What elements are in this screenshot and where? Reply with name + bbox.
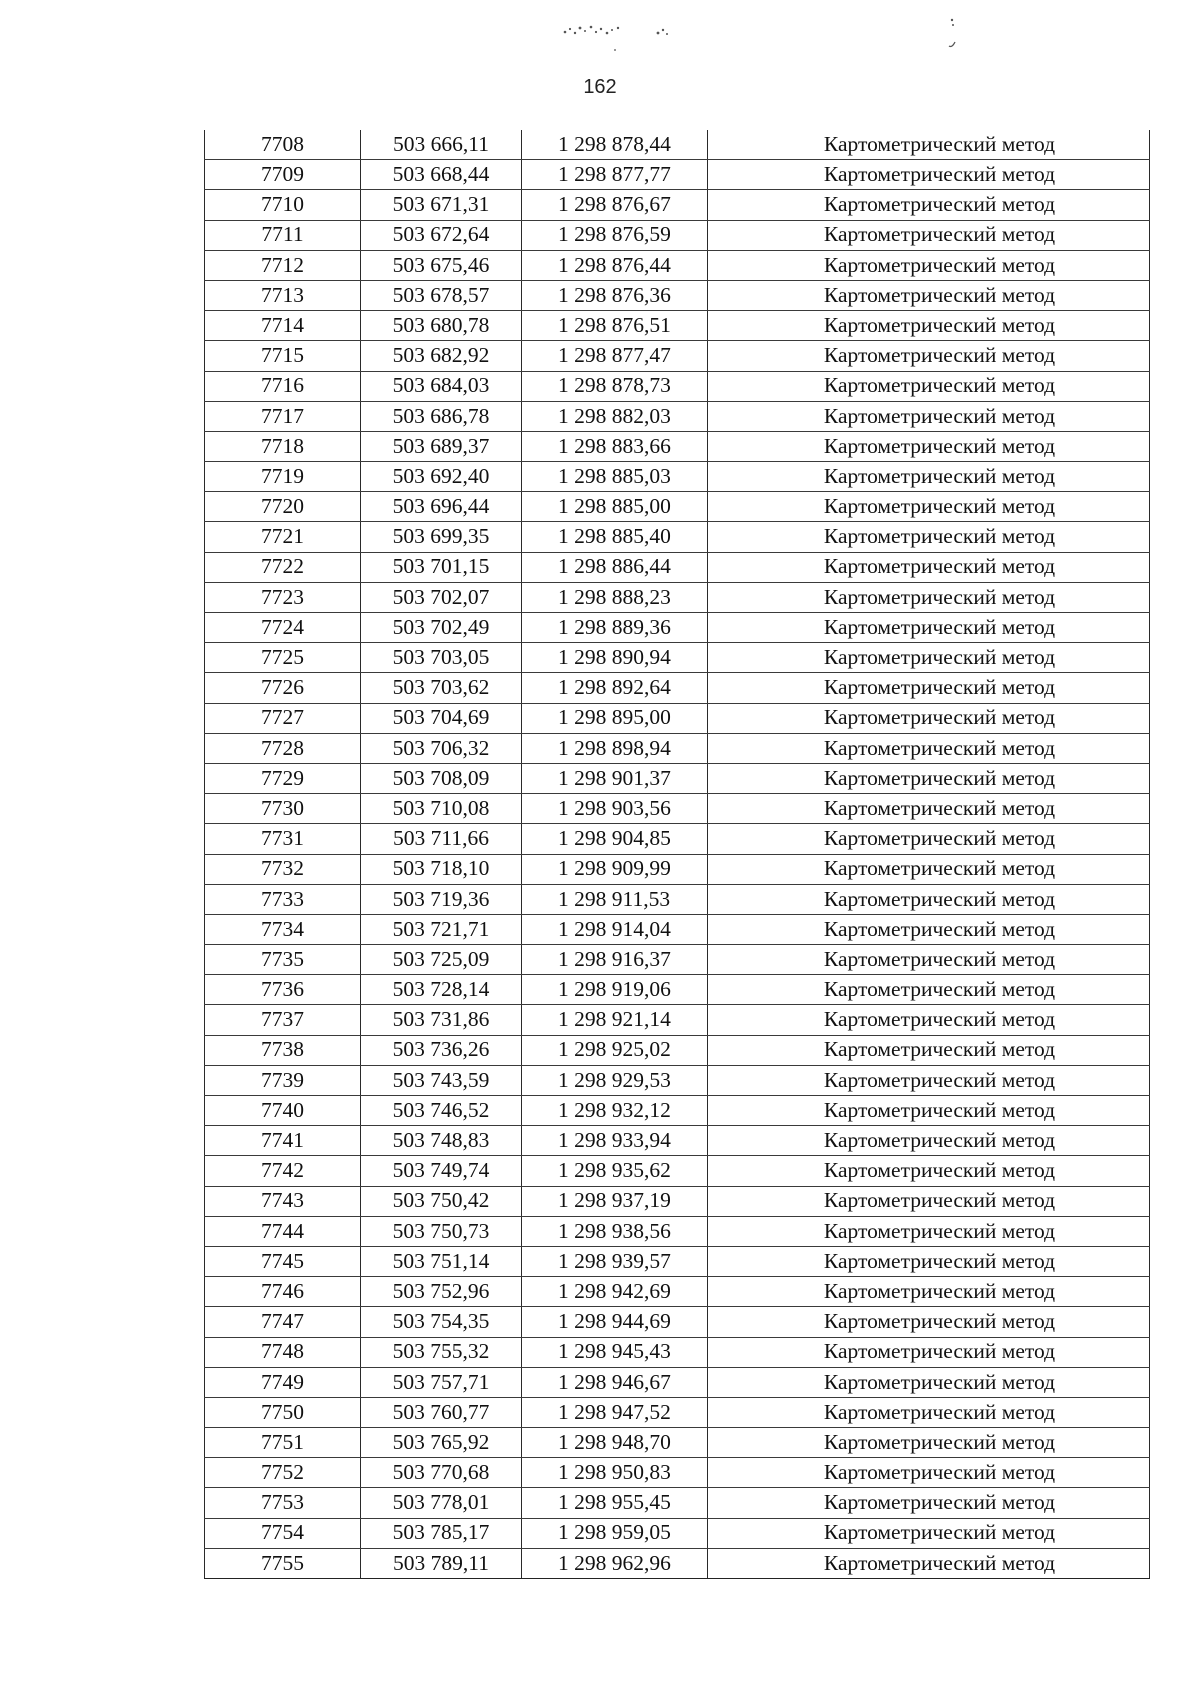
table-row [205,794,1150,824]
method-cell: Картометрический метод [708,1005,1150,1035]
y-coordinate-cell: 1 298 916,37 [522,945,708,975]
table-row [205,673,1150,703]
method-cell: Картометрический метод [708,673,1150,703]
method-cell: Картометрический метод [708,733,1150,763]
table-row [205,522,1150,552]
point-number-cell: 7723 [205,582,361,612]
method-cell: Картометрический метод [708,130,1150,160]
table-row [205,552,1150,582]
y-coordinate-cell: 1 298 938,56 [522,1216,708,1246]
point-number-cell: 7735 [205,945,361,975]
table-row [205,733,1150,763]
method-cell: Картометрический метод [708,1307,1150,1337]
y-coordinate-cell: 1 298 889,36 [522,613,708,643]
y-coordinate-cell: 1 298 942,69 [522,1277,708,1307]
x-coordinate-cell: 503 748,83 [361,1126,522,1156]
method-cell: Картометрический метод [708,1367,1150,1397]
table-row [205,220,1150,250]
table-row [205,130,1150,160]
point-number-cell: 7742 [205,1156,361,1186]
method-cell: Картометрический метод [708,884,1150,914]
x-coordinate-cell: 503 789,11 [361,1548,522,1578]
table-row [205,1186,1150,1216]
table-row [205,643,1150,673]
method-cell: Картометрический метод [708,522,1150,552]
x-coordinate-cell: 503 746,52 [361,1096,522,1126]
x-coordinate-cell: 503 692,40 [361,462,522,492]
method-cell: Картометрический метод [708,1246,1150,1276]
method-cell: Картометрический метод [708,160,1150,190]
table-row [205,582,1150,612]
x-coordinate-cell: 503 672,64 [361,220,522,250]
point-number-cell: 7730 [205,794,361,824]
method-cell: Картометрический метод [708,1186,1150,1216]
method-cell: Картометрический метод [708,1337,1150,1367]
table-row [205,190,1150,220]
point-number-cell: 7755 [205,1548,361,1578]
y-coordinate-cell: 1 298 933,94 [522,1126,708,1156]
table-row [205,311,1150,341]
x-coordinate-cell: 503 757,71 [361,1367,522,1397]
method-cell: Картометрический метод [708,1428,1150,1458]
method-cell: Картометрический метод [708,1126,1150,1156]
x-coordinate-cell: 503 770,68 [361,1458,522,1488]
table-row [205,1126,1150,1156]
method-cell: Картометрический метод [708,1518,1150,1548]
table-row [205,1156,1150,1186]
table-row [205,1246,1150,1276]
x-coordinate-cell: 503 684,03 [361,371,522,401]
x-coordinate-cell: 503 668,44 [361,160,522,190]
point-number-cell: 7753 [205,1488,361,1518]
method-cell: Картометрический метод [708,643,1150,673]
y-coordinate-cell: 1 298 919,06 [522,975,708,1005]
method-cell: Картометрический метод [708,371,1150,401]
x-coordinate-cell: 503 750,73 [361,1216,522,1246]
x-coordinate-cell: 503 754,35 [361,1307,522,1337]
method-cell: Картометрический метод [708,945,1150,975]
x-coordinate-cell: 503 731,86 [361,1005,522,1035]
table-row [205,401,1150,431]
table-row [205,1005,1150,1035]
table-row [205,462,1150,492]
point-number-cell: 7712 [205,250,361,280]
method-cell: Картометрический метод [708,794,1150,824]
x-coordinate-cell: 503 699,35 [361,522,522,552]
y-coordinate-cell: 1 298 898,94 [522,733,708,763]
table-row [205,613,1150,643]
x-coordinate-cell: 503 719,36 [361,884,522,914]
y-coordinate-cell: 1 298 932,12 [522,1096,708,1126]
x-coordinate-cell: 503 706,32 [361,733,522,763]
y-coordinate-cell: 1 298 944,69 [522,1307,708,1337]
y-coordinate-cell: 1 298 937,19 [522,1186,708,1216]
point-number-cell: 7717 [205,401,361,431]
method-cell: Картометрический метод [708,613,1150,643]
scan-specks [560,12,980,52]
table-row [205,763,1150,793]
x-coordinate-cell: 503 701,15 [361,552,522,582]
y-coordinate-cell: 1 298 885,40 [522,522,708,552]
x-coordinate-cell: 503 708,09 [361,763,522,793]
page-number: 162 [583,76,617,98]
method-cell: Картометрический метод [708,220,1150,250]
x-coordinate-cell: 503 666,11 [361,130,522,160]
y-coordinate-cell: 1 298 929,53 [522,1065,708,1095]
point-number-cell: 7725 [205,643,361,673]
y-coordinate-cell: 1 298 876,51 [522,311,708,341]
point-number-cell: 7710 [205,190,361,220]
method-cell: Картометрический метод [708,431,1150,461]
x-coordinate-cell: 503 750,42 [361,1186,522,1216]
method-cell: Картометрический метод [708,1548,1150,1578]
y-coordinate-cell: 1 298 945,43 [522,1337,708,1367]
table-row [205,341,1150,371]
method-cell: Картометрический метод [708,854,1150,884]
method-cell: Картометрический метод [708,280,1150,310]
x-coordinate-cell: 503 749,74 [361,1156,522,1186]
table-row [205,431,1150,461]
x-coordinate-cell: 503 703,62 [361,673,522,703]
point-number-cell: 7714 [205,311,361,341]
point-number-cell: 7740 [205,1096,361,1126]
x-coordinate-cell: 503 725,09 [361,945,522,975]
table-row [205,1065,1150,1095]
method-cell: Картометрический метод [708,975,1150,1005]
point-number-cell: 7733 [205,884,361,914]
x-coordinate-cell: 503 702,07 [361,582,522,612]
y-coordinate-cell: 1 298 939,57 [522,1246,708,1276]
point-number-cell: 7715 [205,341,361,371]
x-coordinate-cell: 503 752,96 [361,1277,522,1307]
point-number-cell: 7749 [205,1367,361,1397]
x-coordinate-cell: 503 736,26 [361,1035,522,1065]
table-row [205,1548,1150,1578]
table-row [205,1488,1150,1518]
method-cell: Картометрический метод [708,1156,1150,1186]
y-coordinate-cell: 1 298 876,44 [522,250,708,280]
table-row [205,1397,1150,1427]
point-number-cell: 7741 [205,1126,361,1156]
y-coordinate-cell: 1 298 948,70 [522,1428,708,1458]
point-number-cell: 7711 [205,220,361,250]
table-row [205,1096,1150,1126]
table-row [205,1518,1150,1548]
x-coordinate-cell: 503 751,14 [361,1246,522,1276]
method-cell: Картометрический метод [708,1035,1150,1065]
y-coordinate-cell: 1 298 882,03 [522,401,708,431]
y-coordinate-cell: 1 298 921,14 [522,1005,708,1035]
x-coordinate-cell: 503 680,78 [361,311,522,341]
y-coordinate-cell: 1 298 878,44 [522,130,708,160]
x-coordinate-cell: 503 721,71 [361,914,522,944]
method-cell: Картометрический метод [708,1397,1150,1427]
point-number-cell: 7754 [205,1518,361,1548]
method-cell: Картометрический метод [708,341,1150,371]
table-row [205,1428,1150,1458]
x-coordinate-cell: 503 710,08 [361,794,522,824]
method-cell: Картометрический метод [708,1216,1150,1246]
table-row [205,250,1150,280]
x-coordinate-cell: 503 728,14 [361,975,522,1005]
table-row [205,1337,1150,1367]
coordinates-table-body [205,130,1150,1579]
table-row [205,1035,1150,1065]
point-number-cell: 7752 [205,1458,361,1488]
point-number-cell: 7745 [205,1246,361,1276]
method-cell: Картометрический метод [708,401,1150,431]
method-cell: Картометрический метод [708,311,1150,341]
x-coordinate-cell: 503 675,46 [361,250,522,280]
table-row [205,1216,1150,1246]
method-cell: Картометрический метод [708,492,1150,522]
point-number-cell: 7719 [205,462,361,492]
point-number-cell: 7731 [205,824,361,854]
y-coordinate-cell: 1 298 877,77 [522,160,708,190]
table-row [205,1458,1150,1488]
point-number-cell: 7709 [205,160,361,190]
method-cell: Картометрический метод [708,763,1150,793]
x-coordinate-cell: 503 765,92 [361,1428,522,1458]
method-cell: Картометрический метод [708,1458,1150,1488]
table-row [205,1367,1150,1397]
y-coordinate-cell: 1 298 950,83 [522,1458,708,1488]
y-coordinate-cell: 1 298 901,37 [522,763,708,793]
point-number-cell: 7718 [205,431,361,461]
point-number-cell: 7727 [205,703,361,733]
point-number-cell: 7737 [205,1005,361,1035]
y-coordinate-cell: 1 298 959,05 [522,1518,708,1548]
x-coordinate-cell: 503 702,49 [361,613,522,643]
table-row [205,703,1150,733]
x-coordinate-cell: 503 671,31 [361,190,522,220]
point-number-cell: 7743 [205,1186,361,1216]
point-number-cell: 7726 [205,673,361,703]
table-row [205,1307,1150,1337]
x-coordinate-cell: 503 755,32 [361,1337,522,1367]
y-coordinate-cell: 1 298 911,53 [522,884,708,914]
method-cell: Картометрический метод [708,1096,1150,1126]
y-coordinate-cell: 1 298 883,66 [522,431,708,461]
x-coordinate-cell: 503 689,37 [361,431,522,461]
x-coordinate-cell: 503 703,05 [361,643,522,673]
table-row [205,945,1150,975]
y-coordinate-cell: 1 298 914,04 [522,914,708,944]
point-number-cell: 7739 [205,1065,361,1095]
point-number-cell: 7708 [205,130,361,160]
x-coordinate-cell: 503 760,77 [361,1397,522,1427]
x-coordinate-cell: 503 718,10 [361,854,522,884]
table-row [205,371,1150,401]
y-coordinate-cell: 1 298 878,73 [522,371,708,401]
y-coordinate-cell: 1 298 947,52 [522,1397,708,1427]
table-row [205,824,1150,854]
point-number-cell: 7722 [205,552,361,582]
point-number-cell: 7729 [205,763,361,793]
x-coordinate-cell: 503 711,66 [361,824,522,854]
method-cell: Картометрический метод [708,462,1150,492]
table-row [205,1277,1150,1307]
y-coordinate-cell: 1 298 903,56 [522,794,708,824]
point-number-cell: 7724 [205,613,361,643]
table-row [205,280,1150,310]
point-number-cell: 7734 [205,914,361,944]
x-coordinate-cell: 503 682,92 [361,341,522,371]
point-number-cell: 7736 [205,975,361,1005]
method-cell: Картометрический метод [708,552,1150,582]
x-coordinate-cell: 503 743,59 [361,1065,522,1095]
y-coordinate-cell: 1 298 955,45 [522,1488,708,1518]
y-coordinate-cell: 1 298 935,62 [522,1156,708,1186]
point-number-cell: 7721 [205,522,361,552]
point-number-cell: 7713 [205,280,361,310]
method-cell: Картометрический метод [708,1488,1150,1518]
y-coordinate-cell: 1 298 890,94 [522,643,708,673]
y-coordinate-cell: 1 298 895,00 [522,703,708,733]
method-cell: Картометрический метод [708,1065,1150,1095]
point-number-cell: 7746 [205,1277,361,1307]
y-coordinate-cell: 1 298 909,99 [522,854,708,884]
x-coordinate-cell: 503 686,78 [361,401,522,431]
y-coordinate-cell: 1 298 885,00 [522,492,708,522]
table-row [205,884,1150,914]
method-cell: Картометрический метод [708,1277,1150,1307]
point-number-cell: 7744 [205,1216,361,1246]
x-coordinate-cell: 503 785,17 [361,1518,522,1548]
point-number-cell: 7732 [205,854,361,884]
method-cell: Картометрический метод [708,250,1150,280]
x-coordinate-cell: 503 778,01 [361,1488,522,1518]
y-coordinate-cell: 1 298 946,67 [522,1367,708,1397]
point-number-cell: 7747 [205,1307,361,1337]
y-coordinate-cell: 1 298 876,36 [522,280,708,310]
method-cell: Картометрический метод [708,190,1150,220]
table-row [205,854,1150,884]
point-number-cell: 7751 [205,1428,361,1458]
y-coordinate-cell: 1 298 962,96 [522,1548,708,1578]
method-cell: Картометрический метод [708,914,1150,944]
point-number-cell: 7750 [205,1397,361,1427]
y-coordinate-cell: 1 298 885,03 [522,462,708,492]
method-cell: Картометрический метод [708,582,1150,612]
y-coordinate-cell: 1 298 876,67 [522,190,708,220]
x-coordinate-cell: 503 696,44 [361,492,522,522]
table-row [205,492,1150,522]
y-coordinate-cell: 1 298 888,23 [522,582,708,612]
point-number-cell: 7720 [205,492,361,522]
y-coordinate-cell: 1 298 904,85 [522,824,708,854]
point-number-cell: 7716 [205,371,361,401]
point-number-cell: 7748 [205,1337,361,1367]
method-cell: Картометрический метод [708,824,1150,854]
coordinates-table [204,130,1150,1579]
y-coordinate-cell: 1 298 876,59 [522,220,708,250]
y-coordinate-cell: 1 298 886,44 [522,552,708,582]
y-coordinate-cell: 1 298 892,64 [522,673,708,703]
table-row [205,160,1150,190]
x-coordinate-cell: 503 678,57 [361,280,522,310]
point-number-cell: 7738 [205,1035,361,1065]
table-row [205,975,1150,1005]
table-row [205,914,1150,944]
y-coordinate-cell: 1 298 877,47 [522,341,708,371]
point-number-cell: 7728 [205,733,361,763]
x-coordinate-cell: 503 704,69 [361,703,522,733]
y-coordinate-cell: 1 298 925,02 [522,1035,708,1065]
method-cell: Картометрический метод [708,703,1150,733]
